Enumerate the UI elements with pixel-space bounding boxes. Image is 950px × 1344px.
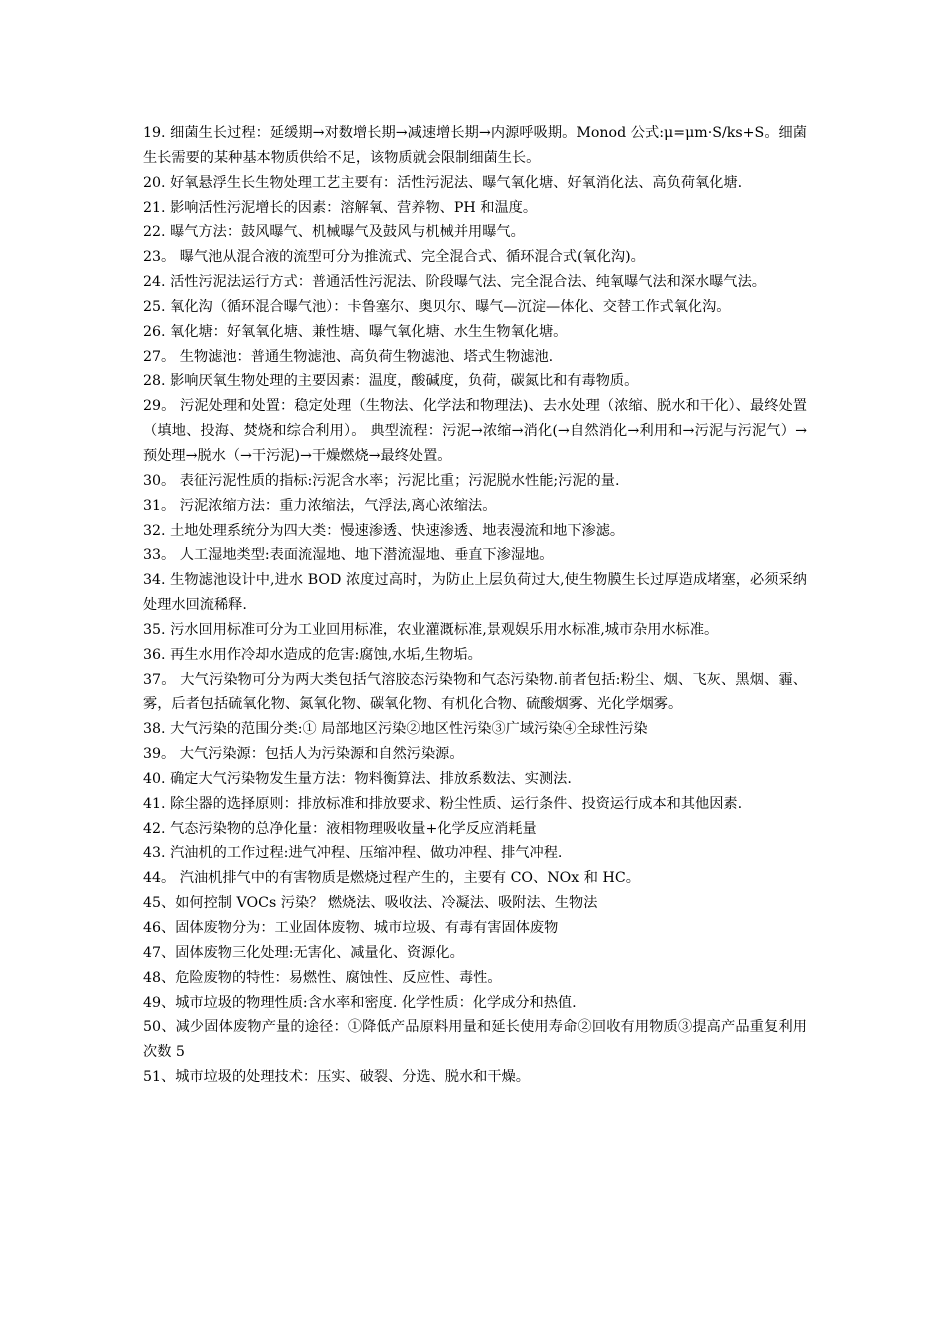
item-47: 47、固体废物三化处理:无害化、减量化、资源化。 [143,944,464,961]
item-36: 36. 再生水用作冷却水造成的危害:腐蚀,水垢,生物垢。 [143,646,482,663]
item-38: 38. 大气污染的范围分类:① 局部地区污染②地区性污染③广域污染④全球性污染 [143,721,648,738]
item-49: 49、城市垃圾的物理性质:含水率和密度. 化学性质：化学成分和热值. [143,994,577,1011]
item-21: 21. 影响活性污泥增长的因素：溶解氧、营养物、PH 和温度。 [143,199,538,216]
item-28: 28. 影响厌氧生物处理的主要因素：温度，酸碱度，负荷，碳氮比和有毒物质。 [143,373,639,390]
document-page [143,121,807,1090]
item-51: 51、城市垃圾的处理技术：压实、破裂、分选、脱水和干燥。 [143,1069,530,1086]
item-26: 26. 氧化塘：好氧氧化塘、兼性塘、曝气氧化塘、水生生物氧化塘。 [143,323,568,340]
item-23: 23。 曝气池从混合液的流型可分为推流式、完全混合式、循环混合式(氧化沟)。 [143,249,645,266]
item-50: 50、减少固体废物产量的途径：①降低产品原料用量和延长使用寿命②回收有用物质③提高产品重复利用次数 5 [143,1019,807,1061]
item-42: 42. 气态污染物的总净化量：液相物理吸收量+化学反应消耗量 [143,820,537,837]
item-25: 25. 氧化沟（循环混合曝气池）：卡鲁塞尔、奥贝尔、曝气—沉淀—体化、交替工作式氧化沟。 [143,298,731,315]
item-19: 19. 细菌生长过程：延缓期→对数增长期→减速增长期→内源呼吸期。Monod 公式:μ=μm·S/ks+S。细菌生长需要的某种基本物质供给不足，该物质就会限制细菌生长。 [143,125,807,166]
item-46: 46、固体废物分为：工业固体废物、城市垃圾、有毒有害固体废物 [143,920,559,936]
item-48: 48、危险废物的特性：易燃性、腐蚀性、反应性、毒性。 [143,969,502,986]
item-20: 20. 好氧悬浮生长生物处理工艺主要有：活性污泥法、曝气氧化塘、好氧消化法、高负荷氧化塘. [143,174,743,191]
item-44: 44。 汽油机排气中的有害物质是燃烧过程产生的，主要有 CO、NOx 和 HC。 [143,870,640,887]
item-22: 22. 曝气方法：鼓风曝气、机械曝气及鼓风与机械并用曝气。 [143,224,525,241]
item-35: 35. 污水回用标准可分为工业回用标准，农业灌溉标准,景观娱乐用水标准,城市杂用水标准。 [143,621,719,638]
item-24: 24. 活性污泥法运行方式：普通活性污泥法、阶段曝气法、完全混合法、纯氧曝气法和深水曝气法。 [143,274,766,291]
item-32: 32. 土地处理系统分为四大类：慢速渗透、快速渗透、地表漫流和地下渗滤。 [143,522,625,539]
item-41: 41. 除尘器的选择原则：排放标准和排放要求、粉尘性质、运行条件、投资运行成本和其他因素. [143,795,743,812]
item-29: 29。 污泥处理和处置：稳定处理（生物法、化学法和物理法)、去水处理（浓缩、脱水和干化）、最终处置（填地、投海、焚烧和综合利用）。 典型流程：污泥→浓缩→消化(→自然消化→利用和→污泥与污泥气）→预处理→脱水（→干污泥)→干燥燃烧→最终处置。 [143,398,807,464]
item-39: 39。 大气污染源：包括人为污染源和自然污染源。 [143,746,464,763]
item-43: 43. 汽油机的工作过程:进气冲程、压缩冲程、做功冲程、排气冲程. [143,845,563,862]
item-37: 37。 大气污染物可分为两大类包括气溶胶态污染物和气态污染物.前者包括:粉尘、烟、飞灰、黑烟、霾、雾，后者包括硫氧化物、氮氧化物、碳氧化物、有机化合物、硫酸烟雾、光化学烟雾。 [143,671,807,713]
item-45: 45、如何控制 VOCs 污染？ 燃烧法、吸收法、冷凝法、吸附法、生物法 [143,895,598,912]
item-40: 40. 确定大气污染物发生量方法：物料衡算法、排放系数法、实测法. [143,770,572,787]
item-34: 34. 生物滤池设计中,进水 BOD 浓度过高时，为防止上层负荷过大,使生物膜生长过厚造成堵塞，必须采纳处理水回流稀释. [143,572,807,614]
item-30: 30。 表征污泥性质的指标:污泥含水率；污泥比重；污泥脱水性能;污泥的量. [143,472,620,489]
item-31: 31。 污泥浓缩方法：重力浓缩法，气浮法,离心浓缩法。 [143,497,497,514]
item-33: 33。 人工湿地类型:表面流湿地、地下潜流湿地、垂直下渗湿地。 [143,547,554,564]
item-27: 27。 生物滤池：普通生物滤池、高负荷生物滤池、塔式生物滤池. [143,348,554,365]
